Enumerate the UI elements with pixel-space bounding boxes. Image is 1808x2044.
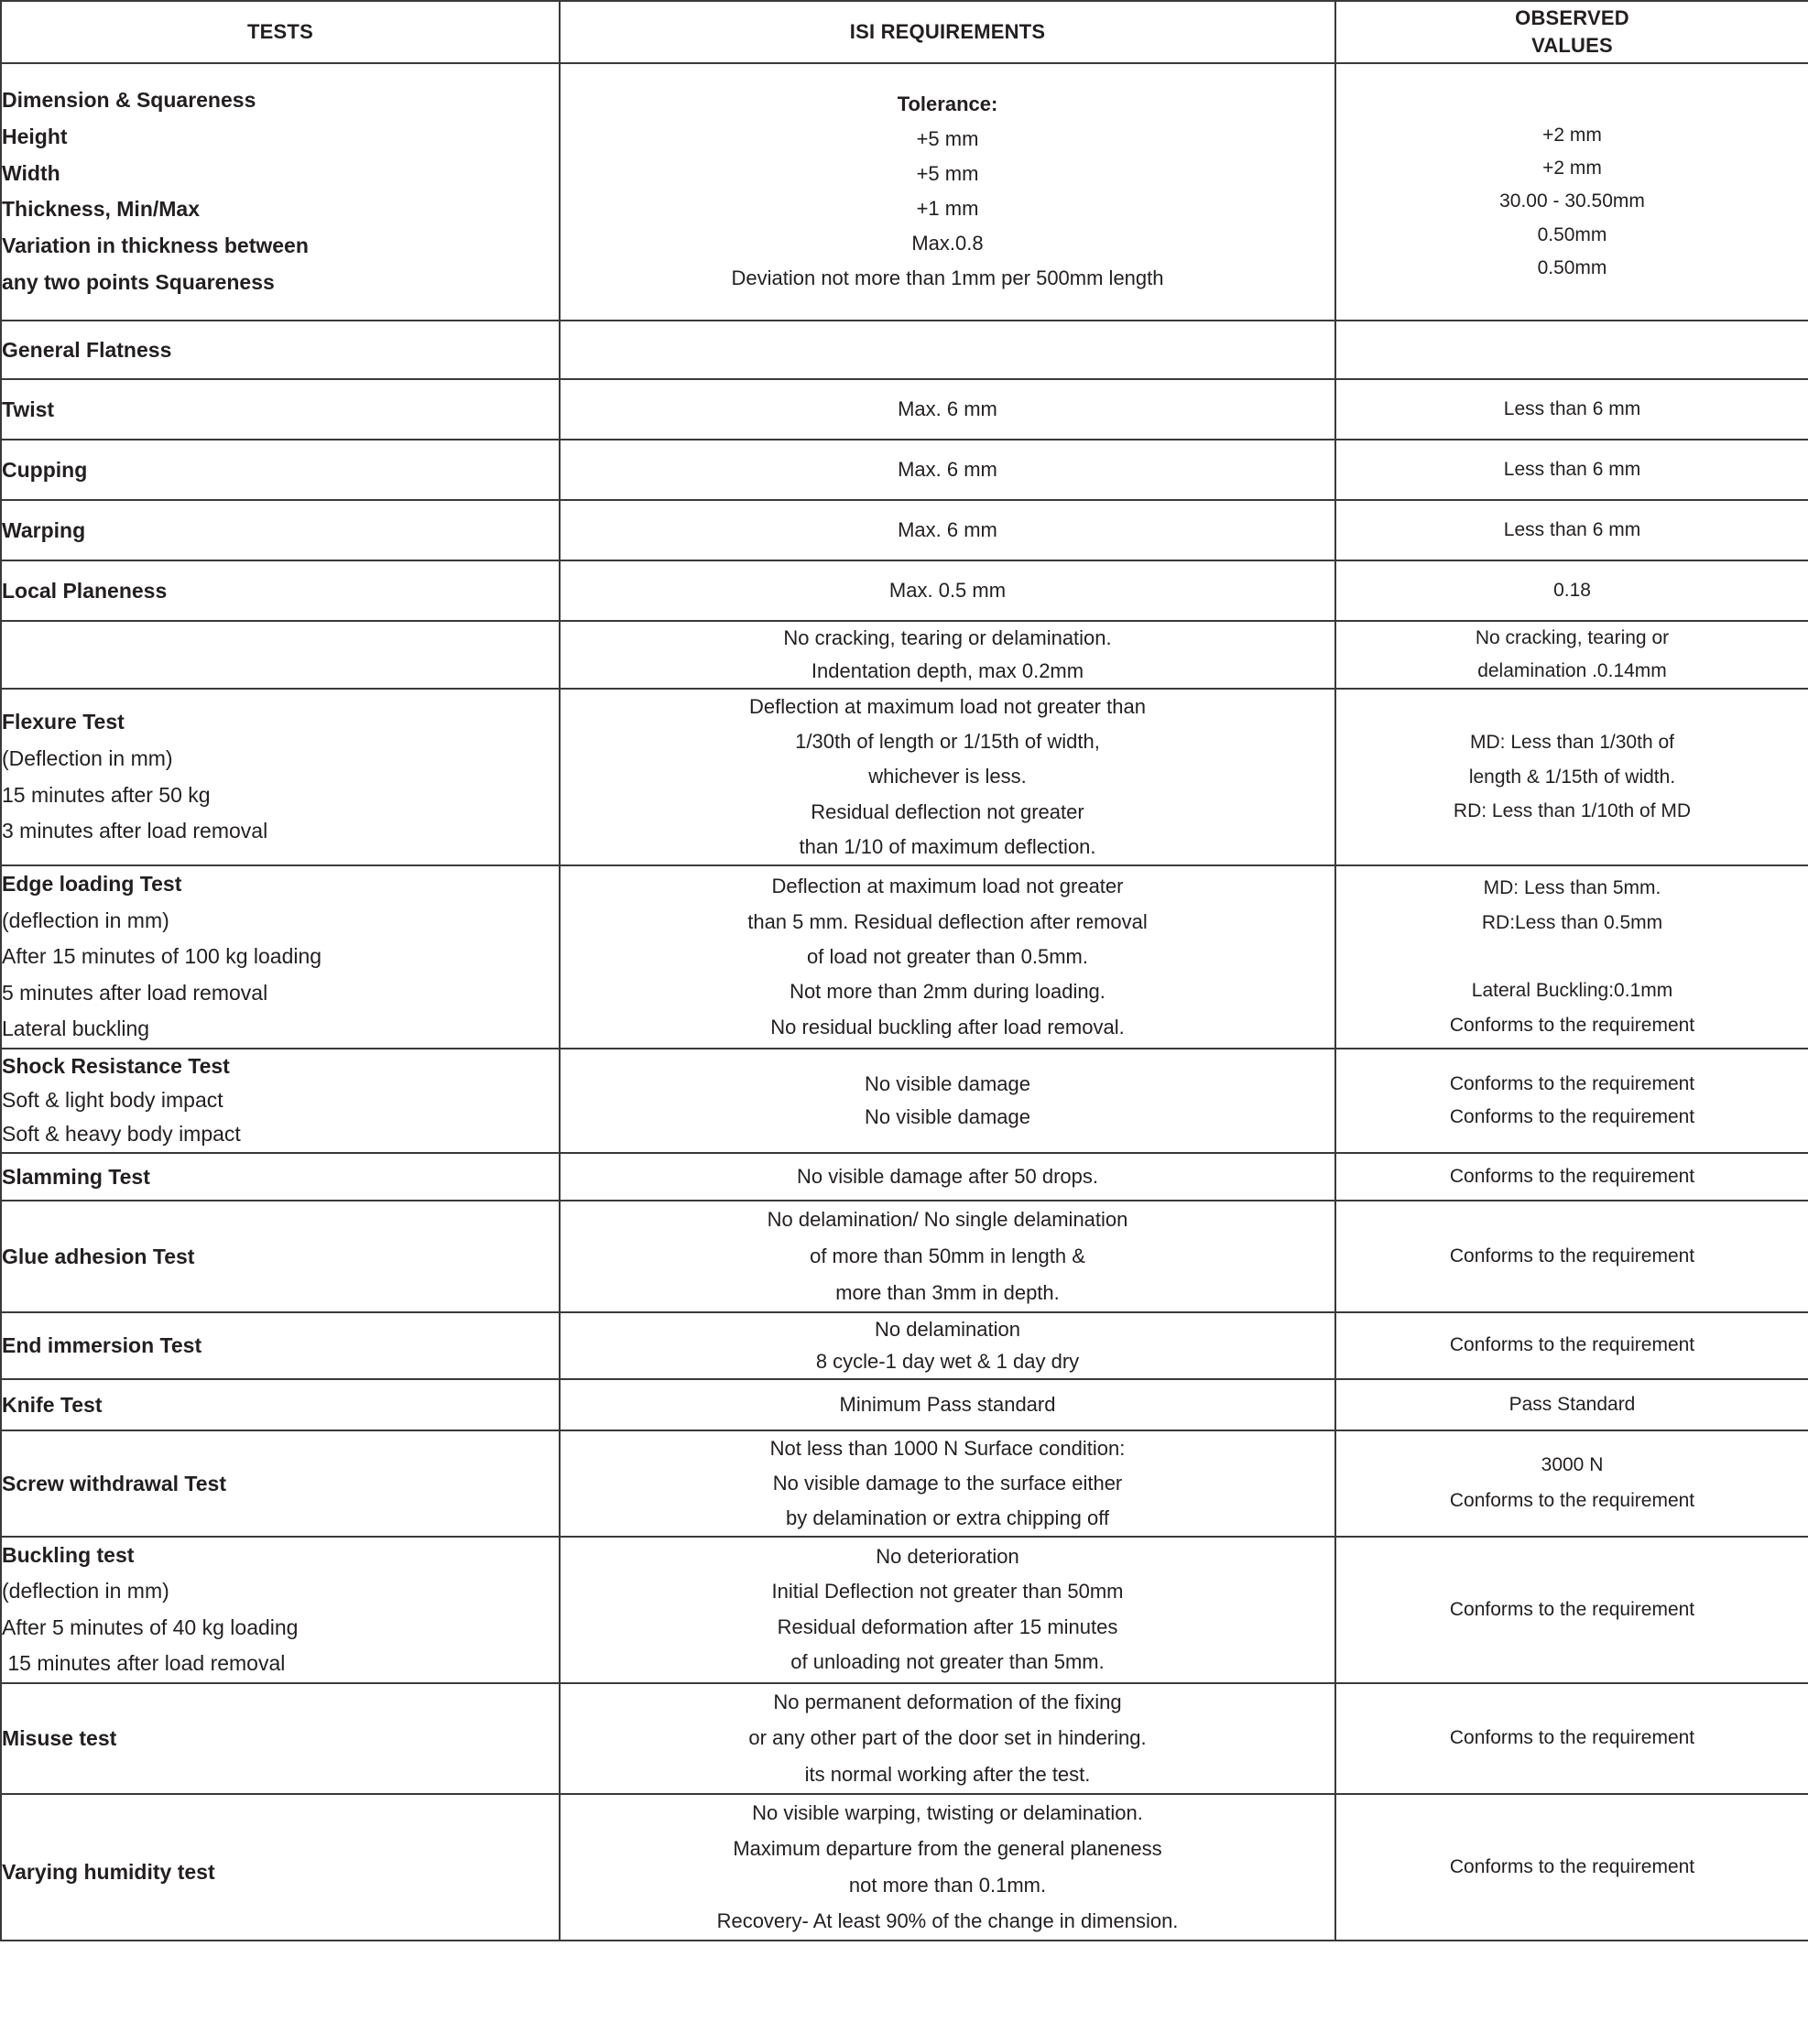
table-row (1, 440, 1808, 500)
cell-line: Height (2, 124, 68, 148)
cell-line: Less than 6 mm (1503, 397, 1641, 419)
cell-line: Max.0.8 (911, 232, 984, 256)
table-row (1, 1379, 1808, 1430)
cell-isi-requirements (560, 1312, 1335, 1379)
cell-line: No visible damage to the surface either (772, 1471, 1123, 1495)
cell-line: Conforms to the requirement (1449, 1072, 1695, 1094)
cell-line: (deflection in mm) (2, 1579, 169, 1604)
cell-line: Varying humidity test (2, 1859, 215, 1884)
cell-line: After 15 minutes of 100 kg loading (2, 944, 322, 969)
cell-observed-values (1335, 63, 1808, 321)
cell-line: delamination .0.14mm (1477, 659, 1667, 681)
cell-line: No delamination/ No single delamination (767, 1207, 1128, 1231)
cell-line: Conforms to the requirement (1449, 1105, 1695, 1127)
cell-line: Not more than 2mm during loading. (790, 980, 1105, 1004)
cell-line: Glue adhesion Test (2, 1244, 195, 1268)
cell-line: Local Planeness (2, 578, 168, 603)
table-row (1, 1794, 1808, 1941)
cell-line: Conforms to the requirement (1449, 1598, 1695, 1620)
cell-tests (1, 379, 560, 440)
cell-line: 30.00 - 30.50mm (1499, 190, 1645, 212)
table-row (1, 321, 1808, 379)
cell-line: Conforms to the requirement (1449, 1245, 1695, 1267)
cell-isi-requirements (560, 1683, 1335, 1794)
cell-line: Conforms to the requirement (1449, 1855, 1695, 1877)
table-row (1, 63, 1808, 321)
cell-observed-values (1335, 560, 1808, 621)
cell-line: 3 minutes after load removal (2, 819, 268, 843)
cell-tests (1, 1153, 560, 1201)
cell-observed-values (1335, 1537, 1808, 1683)
table-body (1, 63, 1808, 1941)
cell-line: +2 mm (1542, 157, 1602, 179)
table-head (1, 1, 1808, 63)
cell-line: MD: Less than 1/30th of (1470, 731, 1674, 753)
cell-line: No deterioration (876, 1545, 1019, 1569)
cell-line: Deviation not more than 1mm per 500mm length (731, 266, 1164, 290)
table-row (1, 1153, 1808, 1201)
cell-line: its normal working after the test. (804, 1762, 1091, 1786)
cell-line: No cracking, tearing or (1475, 626, 1670, 648)
cell-observed-values (1335, 689, 1808, 865)
cell-observed-values (1335, 440, 1808, 500)
cell-observed-values (1335, 1683, 1808, 1794)
cell-line: +5 mm (916, 162, 979, 186)
cell-line: No visible damage (865, 1072, 1030, 1096)
table-row (1, 560, 1808, 621)
cell-line: Deflection at maximum load not greater than (749, 694, 1146, 718)
cell-line: than 5 mm. Residual deflection after removal (747, 909, 1148, 933)
cell-isi-requirements (560, 865, 1335, 1049)
cell-line: End immersion Test (2, 1333, 202, 1358)
cell-isi-requirements (560, 1430, 1335, 1536)
cell-observed-values (1335, 621, 1808, 689)
cell-line: Twist (2, 397, 55, 421)
cell-isi-requirements (560, 1379, 1335, 1430)
cell-line: After 5 minutes of 40 kg loading (2, 1615, 299, 1639)
cell-line: Less than 6 mm (1503, 518, 1641, 540)
cell-line: Initial Deflection not greater than 50mm (771, 1580, 1124, 1604)
observed-header-line-2: VALUES (1531, 34, 1613, 57)
cell-line: Cupping (2, 457, 88, 482)
column-header-tests: TESTS (1, 1, 560, 63)
cell-line: Width (2, 160, 60, 185)
cell-line: No permanent deformation of the fixing (773, 1690, 1122, 1713)
cell-line: No visible damage (865, 1104, 1030, 1128)
header-row (1, 1, 1808, 63)
cell-isi-requirements (560, 500, 1335, 560)
cell-line: 0.18 (1553, 579, 1591, 601)
cell-line: Pass Standard (1508, 1394, 1636, 1415)
cell-observed-values (1335, 1201, 1808, 1312)
cell-line: No visible damage after 50 drops. (797, 1164, 1098, 1188)
cell-tests (1, 1049, 560, 1153)
table-row (1, 1430, 1808, 1536)
cell-isi-requirements (560, 1537, 1335, 1683)
cell-observed-values (1335, 1049, 1808, 1153)
table-row (1, 1683, 1808, 1794)
cell-line: Lateral buckling (2, 1017, 150, 1041)
cell-line: length & 1/15th of width. (1468, 766, 1676, 788)
table-row (1, 865, 1808, 1049)
cell-line: whichever is less. (868, 765, 1027, 788)
cell-observed-values (1335, 1153, 1808, 1201)
cell-line: Soft & light body impact (2, 1088, 223, 1113)
cell-line: 5 minutes after load removal (2, 980, 268, 1005)
table-row (1, 1201, 1808, 1312)
cell-line: RD:Less than 0.5mm (1481, 912, 1663, 934)
cell-line: Recovery- At least 90% of the change in dimension. (716, 1909, 1179, 1933)
cell-line: Edge loading Test (2, 872, 182, 897)
column-header-isi-requirements: ISI REQUIREMENTS (560, 1, 1335, 63)
cell-line: Less than 6 mm (1503, 458, 1641, 480)
cell-line: any two points Squareness (2, 269, 275, 294)
cell-line: Lateral Buckling:0.1mm (1471, 980, 1673, 1002)
table-row (1, 689, 1808, 865)
cell-line: or any other part of the door set in hindering. (748, 1726, 1147, 1750)
cell-line: 8 cycle-1 day wet & 1 day dry (815, 1350, 1080, 1374)
observed-header-line-1: OBSERVED (1515, 6, 1629, 30)
cell-line: Max. 6 mm (898, 517, 997, 541)
cell-line: of load not greater than 0.5mm. (807, 944, 1088, 968)
cell-tests (1, 1379, 560, 1430)
cell-line: Max. 6 mm (898, 457, 997, 481)
table-row (1, 1312, 1808, 1379)
cell-tests (1, 440, 560, 500)
cell-isi-requirements (560, 379, 1335, 440)
cell-line: (Deflection in mm) (2, 746, 173, 771)
cell-observed-values (1335, 865, 1808, 1049)
cell-tests (1, 500, 560, 560)
cell-line: not more than 0.1mm. (848, 1873, 1047, 1897)
cell-line: Minimum Pass standard (839, 1393, 1056, 1417)
cell-line: Flexure Test (2, 710, 125, 734)
cell-line: 0.50mm (1537, 256, 1607, 278)
table-row (1, 621, 1808, 689)
cell-line: No visible warping, twisting or delamination. (752, 1800, 1143, 1824)
cell-observed-values (1335, 500, 1808, 560)
cell-tests (1, 1537, 560, 1683)
cell-isi-requirements (560, 621, 1335, 689)
cell-line: more than 3mm in depth. (835, 1280, 1060, 1304)
cell-line: Variation in thickness between (2, 234, 309, 258)
cell-line: Maximum departure from the general planeness (733, 1837, 1162, 1861)
cell-line: 15 minutes after 50 kg (2, 782, 211, 807)
cell-isi-requirements (560, 1201, 1335, 1312)
cell-line: Conforms to the requirement (1449, 1727, 1695, 1749)
cell-tests (1, 865, 560, 1049)
cell-line: Max. 0.5 mm (888, 578, 1007, 602)
table-row (1, 1049, 1808, 1153)
cell-observed-values (1335, 1794, 1808, 1941)
cell-observed-values (1335, 1379, 1808, 1430)
cell-line: +5 mm (916, 127, 979, 151)
cell-tests (1, 1683, 560, 1794)
cell-observed-values (1335, 379, 1808, 440)
cell-line: Indentation depth, max 0.2mm (811, 658, 1084, 682)
cell-observed-values (1335, 1312, 1808, 1379)
cell-isi-requirements (560, 440, 1335, 500)
cell-line: Deflection at maximum load not greater (771, 875, 1124, 898)
cell-line: than 1/10 of maximum deflection. (799, 834, 1096, 858)
cell-isi-requirements (560, 321, 1335, 379)
cell-isi-requirements (560, 1049, 1335, 1153)
cell-tests (1, 1794, 560, 1941)
cell-tests (1, 560, 560, 621)
cell-line: 1/30th of length or 1/15th of width, (795, 730, 1100, 754)
cell-tests (1, 1312, 560, 1379)
cell-line: Dimension & Squareness (2, 88, 256, 112)
cell-line: of more than 50mm in length & (810, 1244, 1085, 1267)
cell-observed-values (1335, 1430, 1808, 1536)
cell-isi-requirements (560, 689, 1335, 865)
cell-line: Conforms to the requirement (1449, 1334, 1695, 1356)
cell-line: 3000 N (1541, 1453, 1604, 1475)
cell-isi-requirements (560, 63, 1335, 321)
cell-line: Misuse test (2, 1725, 117, 1750)
cell-tests (1, 63, 560, 321)
cell-line: 0.50mm (1537, 223, 1607, 245)
cell-line: Conforms to the requirement (1449, 1489, 1695, 1511)
cell-isi-requirements (560, 560, 1335, 621)
cell-line: MD: Less than 5mm. (1483, 877, 1661, 899)
cell-tests (1, 321, 560, 379)
cell-line: No residual buckling after load removal. (770, 1015, 1125, 1038)
cell-tests (1, 1201, 560, 1312)
cell-line: Tolerance: (897, 92, 998, 116)
cell-isi-requirements (560, 1153, 1335, 1201)
cell-line: +1 mm (916, 197, 979, 221)
cell-isi-requirements (560, 1794, 1335, 1941)
cell-line: Conforms to the requirement (1449, 1014, 1695, 1036)
column-header-observed-values (1335, 1, 1808, 63)
cell-line: Slamming Test (2, 1164, 150, 1189)
cell-line: Conforms to the requirement (1449, 1165, 1695, 1187)
cell-line: Warping (2, 517, 86, 542)
table-row (1, 1537, 1808, 1683)
cell-line: Residual deformation after 15 minutes (777, 1615, 1118, 1638)
cell-line: (deflection in mm) (2, 908, 169, 932)
cell-line: 15 minutes after load removal (2, 1651, 286, 1676)
cell-line: General Flatness (2, 337, 172, 362)
cell-line: Screw withdrawal Test (2, 1471, 226, 1495)
cell-line: Residual deflection not greater (811, 799, 1084, 823)
cell-line: of unloading not greater than 5mm. (790, 1649, 1105, 1673)
cell-line: Max. 6 mm (898, 397, 997, 420)
cell-line: Not less than 1000 N Surface condition: (769, 1437, 1126, 1461)
cell-line: No delamination (875, 1317, 1020, 1341)
cell-line: No cracking, tearing or delamination. (783, 626, 1112, 650)
table-row (1, 500, 1808, 560)
cell-line: Soft & heavy body impact (2, 1122, 241, 1147)
cell-line: Thickness, Min/Max (2, 197, 201, 222)
cell-line: Knife Test (2, 1392, 103, 1417)
cell-line: RD: Less than 1/10th of MD (1453, 800, 1692, 822)
cell-line-spacer (1336, 940, 1808, 973)
cell-line: Shock Resistance Test (2, 1053, 230, 1078)
cell-tests (1, 621, 560, 689)
cell-line: Buckling test (2, 1542, 135, 1567)
cell-tests (1, 1430, 560, 1536)
cell-tests (1, 689, 560, 865)
table-row (1, 379, 1808, 440)
cell-observed-values (1335, 321, 1808, 379)
cell-line: by delamination or extra chipping off (785, 1506, 1110, 1529)
cell-line: +2 mm (1542, 124, 1602, 146)
